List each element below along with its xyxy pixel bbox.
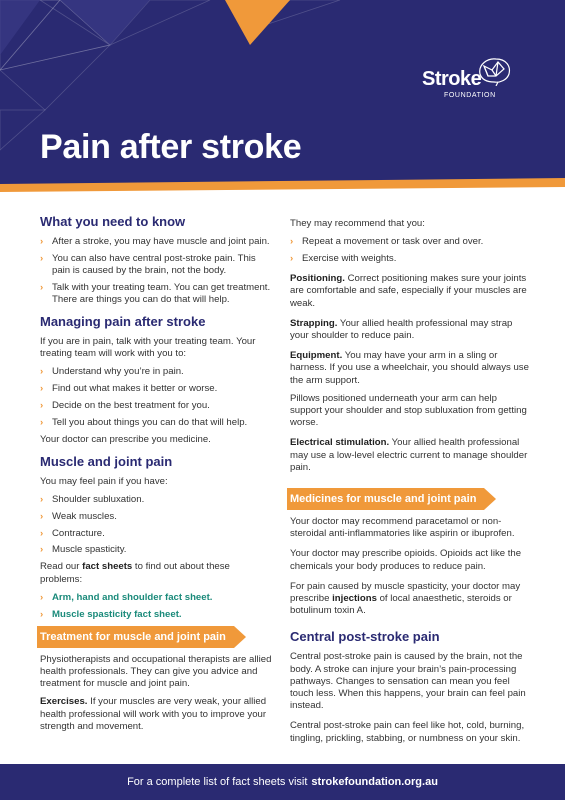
footer-text: For a complete list of fact sheets visit: [127, 776, 308, 788]
chevron-right-icon: ›: [40, 608, 44, 620]
fact-sheet-link-spasticity[interactable]: › Muscle spasticity fact sheet.: [40, 608, 182, 620]
page-title: Pain after stroke: [40, 128, 302, 166]
fact-sheet-note: Read our fact sheets to find out about these problems:: [40, 561, 230, 585]
list-item: › Talk with your treating team. You can get treatment. There are things you can do that will help.: [40, 281, 271, 305]
list-item: › Contracture.: [40, 527, 105, 539]
managing-intro: If you are in pain, talk with your treating team. Your treating team will work with you to:: [40, 336, 256, 360]
recommend-list: [290, 236, 530, 265]
brain-logo-icon: [476, 56, 512, 86]
chevron-right-icon: ›: [40, 416, 44, 428]
equipment: Equipment. You may have your arm in a sling or harness. If you use a wheelchair, you should always use the arm support.: [290, 350, 529, 386]
right-column: [290, 218, 530, 751]
heading-need-to-know: What you need to know: [40, 214, 186, 229]
medicines-p1: Your doctor may recommend paracetamol or non-steroidal anti-inflammatories like aspirin or ibuprofen.: [290, 515, 515, 540]
list-item: › Understand why you’re in pain.: [40, 366, 184, 378]
chevron-right-icon: ›: [40, 252, 44, 264]
central-p2: Central post-stroke pain can feel like hot, cold, burning, tingling, prickling, stabbing, or numbness on your skin.: [290, 720, 525, 744]
footer-link[interactable]: strokefoundation.org.au: [311, 776, 438, 788]
managing-outro: Your doctor can prescribe you medicine.: [40, 433, 211, 445]
medicines-p2: Your doctor may prescribe opioids. Opioids act like the chemicals your body produces to reduce pain.: [290, 548, 522, 572]
chevron-right-icon: ›: [40, 527, 44, 539]
chevron-right-icon: ›: [40, 399, 44, 411]
heading-muscle-joint: Muscle and joint pain: [40, 453, 173, 469]
page-footer: [0, 764, 565, 800]
recommend-intro: They may recommend that you:: [290, 218, 425, 229]
logo-word: Stroke: [422, 68, 482, 90]
electrical-stimulation: Electrical stimulation. Your allied health professional may use a low-level electric current to manage shoulder pain.: [290, 437, 528, 473]
chevron-right-icon: ›: [290, 236, 294, 248]
muscle-joint-intro: You may feel pain if you have:: [40, 475, 168, 487]
chevron-right-icon: ›: [40, 383, 44, 395]
fact-sheet-links: [40, 592, 272, 621]
list-item: › Repeat a movement or task over and over.: [290, 236, 484, 248]
list-item: › Weak muscles.: [40, 510, 117, 522]
chevron-right-icon: ›: [40, 544, 44, 556]
treatment-exercises: Exercises. If your muscles are very weak, your allied health professional will work with you to improve your strength and movement.: [40, 696, 267, 732]
list-item: › Exercise with weights.: [290, 252, 397, 264]
pillows: Pillows positioned underneath your arm can help support your shoulder and stop subluxation from getting worse.: [290, 392, 527, 429]
logo-sub: FOUNDATION: [444, 92, 496, 99]
central-p1: Central post-stroke pain is caused by the brain, not the body. A stroke can injure your brain’s pain-processing pathways. Changes to sensation can mean you feel touch less. When this happens, your brain can feel pain instead.: [290, 651, 526, 712]
strapping: Strapping. Your allied health professional may strap your shoulder to reduce pain.: [290, 317, 513, 341]
medicines-p3: For pain caused by muscle spasticity, your doctor may prescribe injections of local anaesthetic, steroids or botulinum toxin A.: [290, 580, 521, 617]
treatment-p1: Physiotherapists and occupational therapists are allied health professionals. They can give you advice and treatment for muscle and joint pain.: [40, 653, 272, 690]
list-item: › You can also have central post-stroke pain. This pain is caused by the brain, not the body.: [40, 252, 256, 276]
left-column: [40, 214, 272, 739]
positioning: Positioning. Correct positioning makes sure your joints are comfortable and safe, especially if your muscles are weak.: [290, 273, 527, 309]
heading-managing-pain: Managing pain after stroke: [40, 314, 206, 330]
list-item: › Decide on the best treatment for you.: [40, 399, 210, 411]
chevron-right-icon: ›: [40, 281, 44, 293]
managing-list: [40, 366, 272, 428]
need-to-know-list: [40, 236, 272, 306]
header-orange-band: [0, 178, 565, 192]
heading-treatment: Treatment for muscle and joint pain: [37, 626, 234, 648]
heading-medicines: Medicines for muscle and joint pain: [287, 488, 484, 510]
chevron-right-icon: ›: [40, 510, 44, 522]
list-item: › Tell you about things you can do that will help.: [40, 416, 248, 428]
list-item: › After a stroke, you may have muscle and joint pain.: [40, 236, 270, 247]
heading-central-pain: Central post-stroke pain: [290, 629, 440, 645]
chevron-right-icon: ›: [40, 591, 44, 603]
stroke-foundation-logo: [422, 56, 522, 102]
list-item: › Find out what makes it better or worse.: [40, 383, 218, 395]
list-item: › Muscle spasticity.: [40, 544, 127, 556]
muscle-joint-list: [40, 494, 272, 556]
page-header: [0, 0, 565, 185]
chevron-right-icon: ›: [40, 494, 44, 506]
fact-sheet-link-arm[interactable]: › Arm, hand and shoulder fact sheet.: [40, 591, 213, 603]
chevron-right-icon: ›: [290, 252, 294, 264]
list-item: › Shoulder subluxation.: [40, 494, 145, 506]
chevron-right-icon: ›: [40, 366, 44, 378]
chevron-right-icon: ›: [40, 236, 44, 247]
